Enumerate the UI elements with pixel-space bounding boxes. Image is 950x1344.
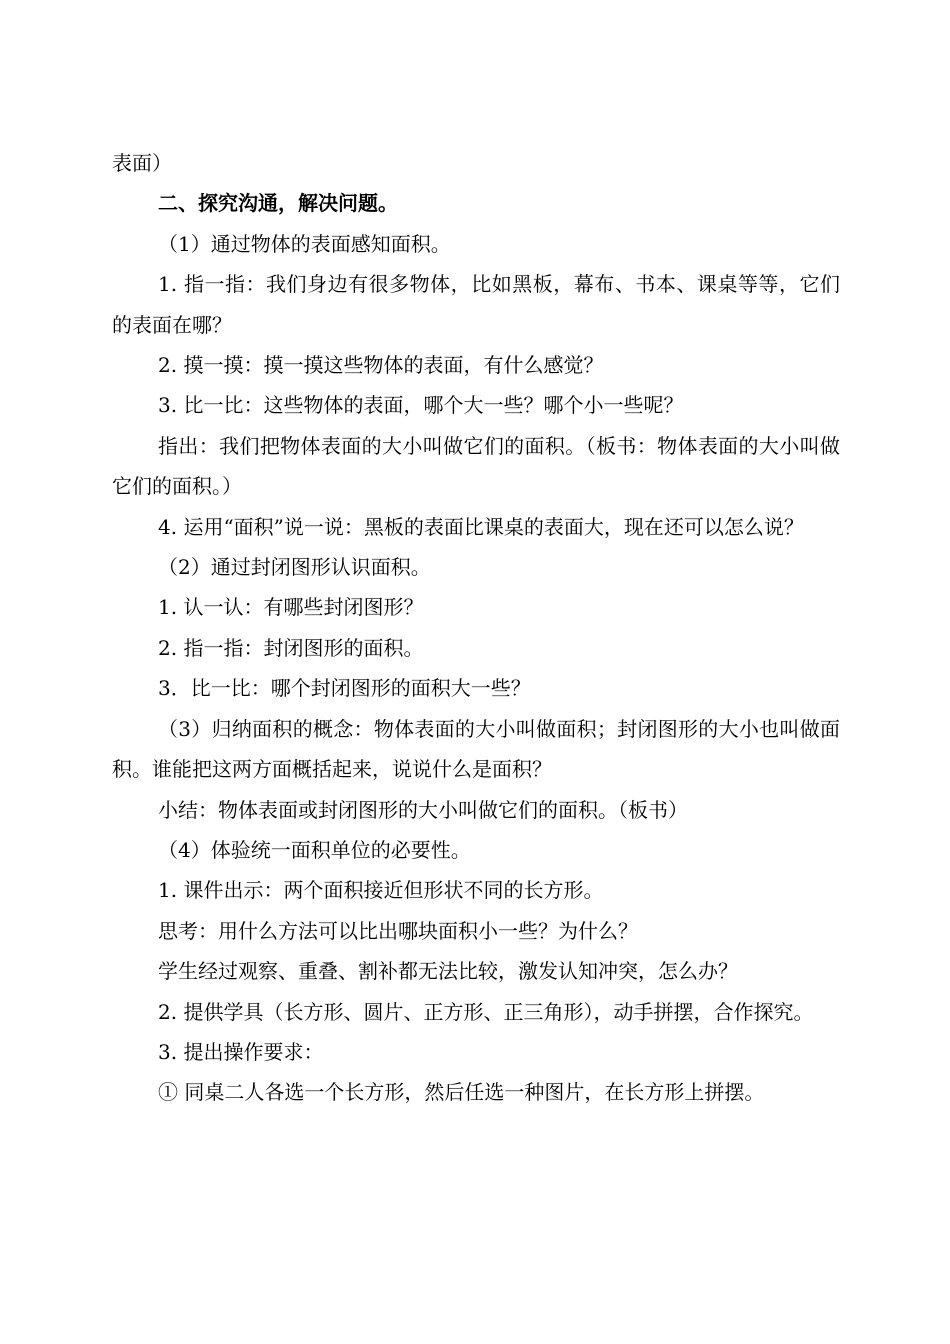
paragraph: 1. 指一指：我们身边有很多物体，比如黑板，幕布、书本、课桌等等，它们的表面在哪？ xyxy=(112,272,840,337)
subsection-heading: （2）通过封闭图形认识面积。 xyxy=(158,555,431,580)
paragraph: ① 同桌二人各选一个长方形，然后任选一种图片，在长方形上拼摆。 xyxy=(158,1080,765,1105)
paragraph: 4. 运用“面积”说一说：黑板的表面比课桌的表面大，现在还可以怎么说？ xyxy=(158,514,804,539)
paragraph: 指出：我们把物体表面的大小叫做它们的面积。（板书：物体表面的大小叫做它们的面积。） xyxy=(112,433,840,499)
paragraph: 3. 比一比：这些物体的表面，哪个大一些？哪个小一些呢？ xyxy=(158,393,684,418)
document-body xyxy=(112,143,840,1113)
paragraph: 3. 提出操作要求： xyxy=(158,1039,324,1064)
paragraph: 2. 提供学具（长方形、圆片、正方形、正三角形），动手拼摆，合作探究。 xyxy=(158,999,814,1024)
paragraph: 2. 指一指：封闭图形的面积。 xyxy=(158,635,424,660)
section-heading: 二、探究沟通，解决问题。 xyxy=(158,191,398,216)
subsection-heading: （4）体验统一面积单位的必要性。 xyxy=(158,837,471,862)
paragraph: 思考：用什么方法可以比出哪块面积小一些？为什么？ xyxy=(158,918,638,943)
paragraph-continuation: 表面） xyxy=(112,151,172,175)
paragraph: 1. 认一认：有哪些封闭图形？ xyxy=(158,595,424,620)
paragraph: 3．比一比：哪个封闭图形的面积大一些？ xyxy=(158,676,531,701)
paragraph: 2. 摸一摸：摸一摸这些物体的表面，有什么感觉？ xyxy=(158,353,604,378)
paragraph: 学生经过观察、重叠、割补都无法比较，激发认知冲突，怎么办？ xyxy=(158,959,738,984)
subsection-heading: （3）归纳面积的概念：物体表面的大小叫做面积；封闭图形的大小也叫做面积。谁能把这两方面概括起来，说说什么是面积？ xyxy=(112,716,840,782)
subsection-heading: （1）通过物体的表面感知面积。 xyxy=(158,231,451,256)
paragraph: 1. 课件出示：两个面积接近但形状不同的长方形。 xyxy=(158,878,604,903)
paragraph: 小结：物体表面或封闭图形的大小叫做它们的面积。（板书） xyxy=(158,797,688,822)
